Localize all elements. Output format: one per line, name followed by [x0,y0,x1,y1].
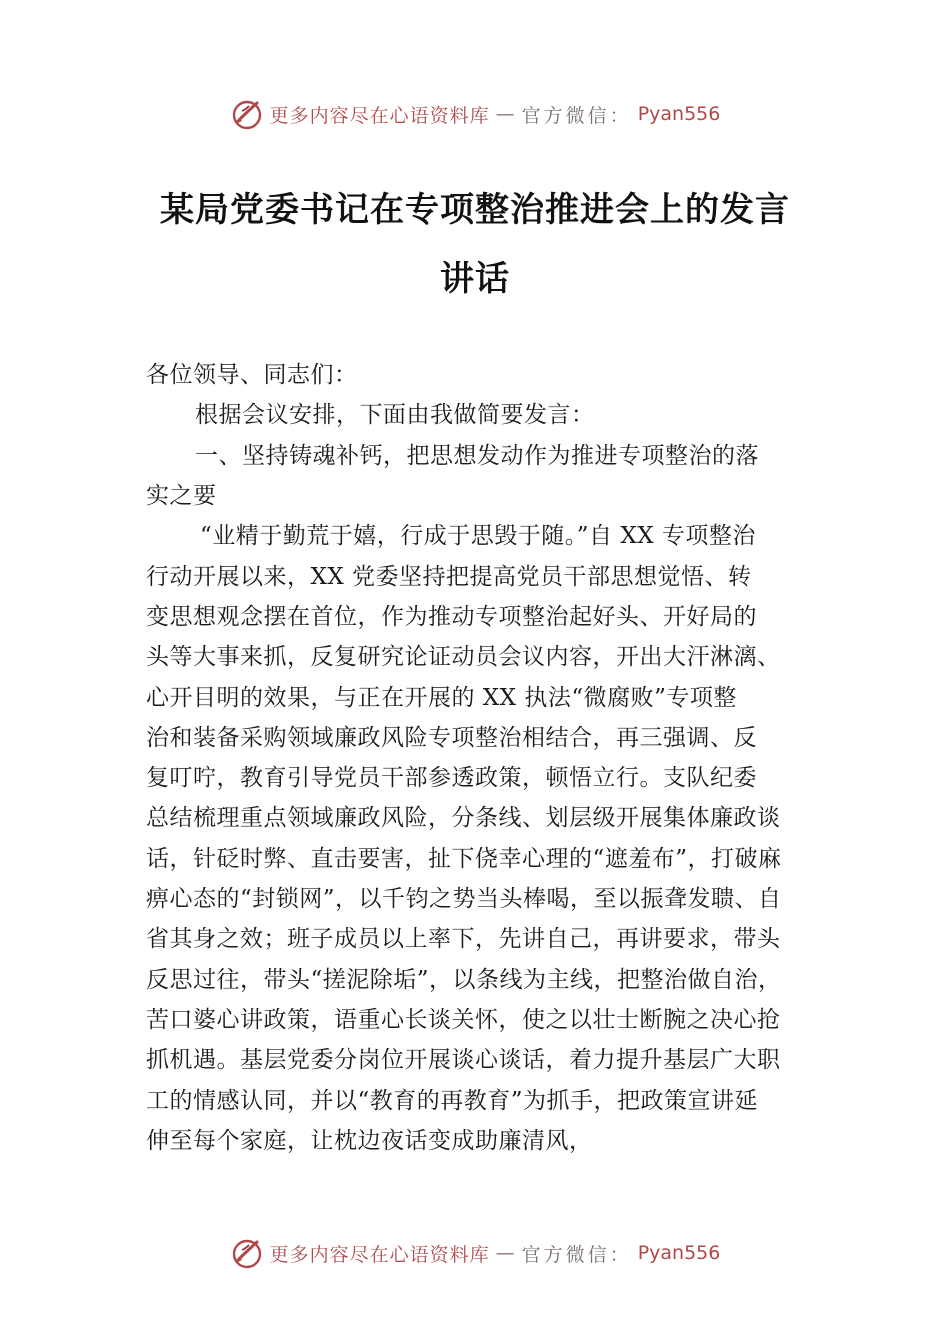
body-line: 痹心态的“封锁网”，以千钧之势当头棒喝，至以振聋发聩、自 [146,886,782,912]
body-line: 头等大事来抓，反复研究论证动员会议内容，开出大汗淋漓、 [146,644,781,670]
banner-separator: — [495,1242,516,1264]
document-title-line2: 讲话 [440,259,510,299]
document-title-line1: 某局党委书记在专项整治推进会上的发言 [160,190,790,230]
banner-wechat-label: 官方微信： [521,104,632,127]
footer-banner [0,1233,950,1273]
header-banner [0,94,950,134]
section-heading-line: 实之要 [146,483,217,509]
banner-wechat-id: Pyan556 [637,1242,721,1264]
banner-separator: — [495,103,516,125]
body-line: 省其身之效；班子成员以上率下，先讲自己，再讲要求，带头 [146,926,781,952]
body-line: 反思过往，带头“搓泥除垢”，以条线为主线，把整治做自治， [146,967,782,993]
body-line: 治和装备采购领域廉政风险专项整治相结合，再三强调、反 [146,725,757,751]
body-line: 伸至每个家庭，让枕边夜话变成助廉清风， [146,1128,593,1154]
body-line: 心开目明的效果，与正在开展的 XX 执法“微腐败”专项整 [146,685,737,711]
body-line: 行动开展以来，XX 党委坚持把提高党员干部思想觉悟、转 [146,564,752,590]
body-line: 话，针砭时弊、直击要害，扯下侥幸心理的“遮羞布”，打破麻 [146,846,782,872]
banner-wechat-label: 官方微信： [521,1243,632,1266]
body-line: 总结梳理重点领域廉政风险，分条线、划层级开展集体廉政谈 [146,805,781,831]
salutation-line: 各位领导、同志们： [146,362,358,388]
body-line: 复叮咛，教育引导党员干部参透政策，顿悟立行。支队纪委 [146,765,757,791]
body-line: 变思想观念摆在首位，作为推动专项整治起好头、开好局的 [146,604,757,630]
body-line: “业精于勤荒于嬉，行成于思毁于随。”自 XX 专项整治 [200,523,756,549]
banner-wechat-id: Pyan556 [637,103,721,125]
brush-pen-logo-icon [230,97,264,131]
body-line: 根据会议安排，下面由我做简要发言： [195,402,595,428]
banner-brand-text: 更多内容尽在心语资料库 [269,1243,490,1266]
banner-brand-text: 更多内容尽在心语资料库 [269,104,490,127]
body-line: 苦口婆心讲政策，语重心长谈关怀，使之以壮士断腕之决心抢 [146,1007,781,1033]
body-line: 抓机遇。基层党委分岗位开展谈心谈话，着力提升基层广大职 [146,1047,781,1073]
body-line: 工的情感认同，并以“教育的再教育”为抓手，把政策宣讲延 [146,1088,759,1114]
brush-pen-logo-icon [230,1236,264,1270]
section-heading-line: 一、坚持铸魂补钙，把思想发动作为推进专项整治的落 [195,443,759,469]
